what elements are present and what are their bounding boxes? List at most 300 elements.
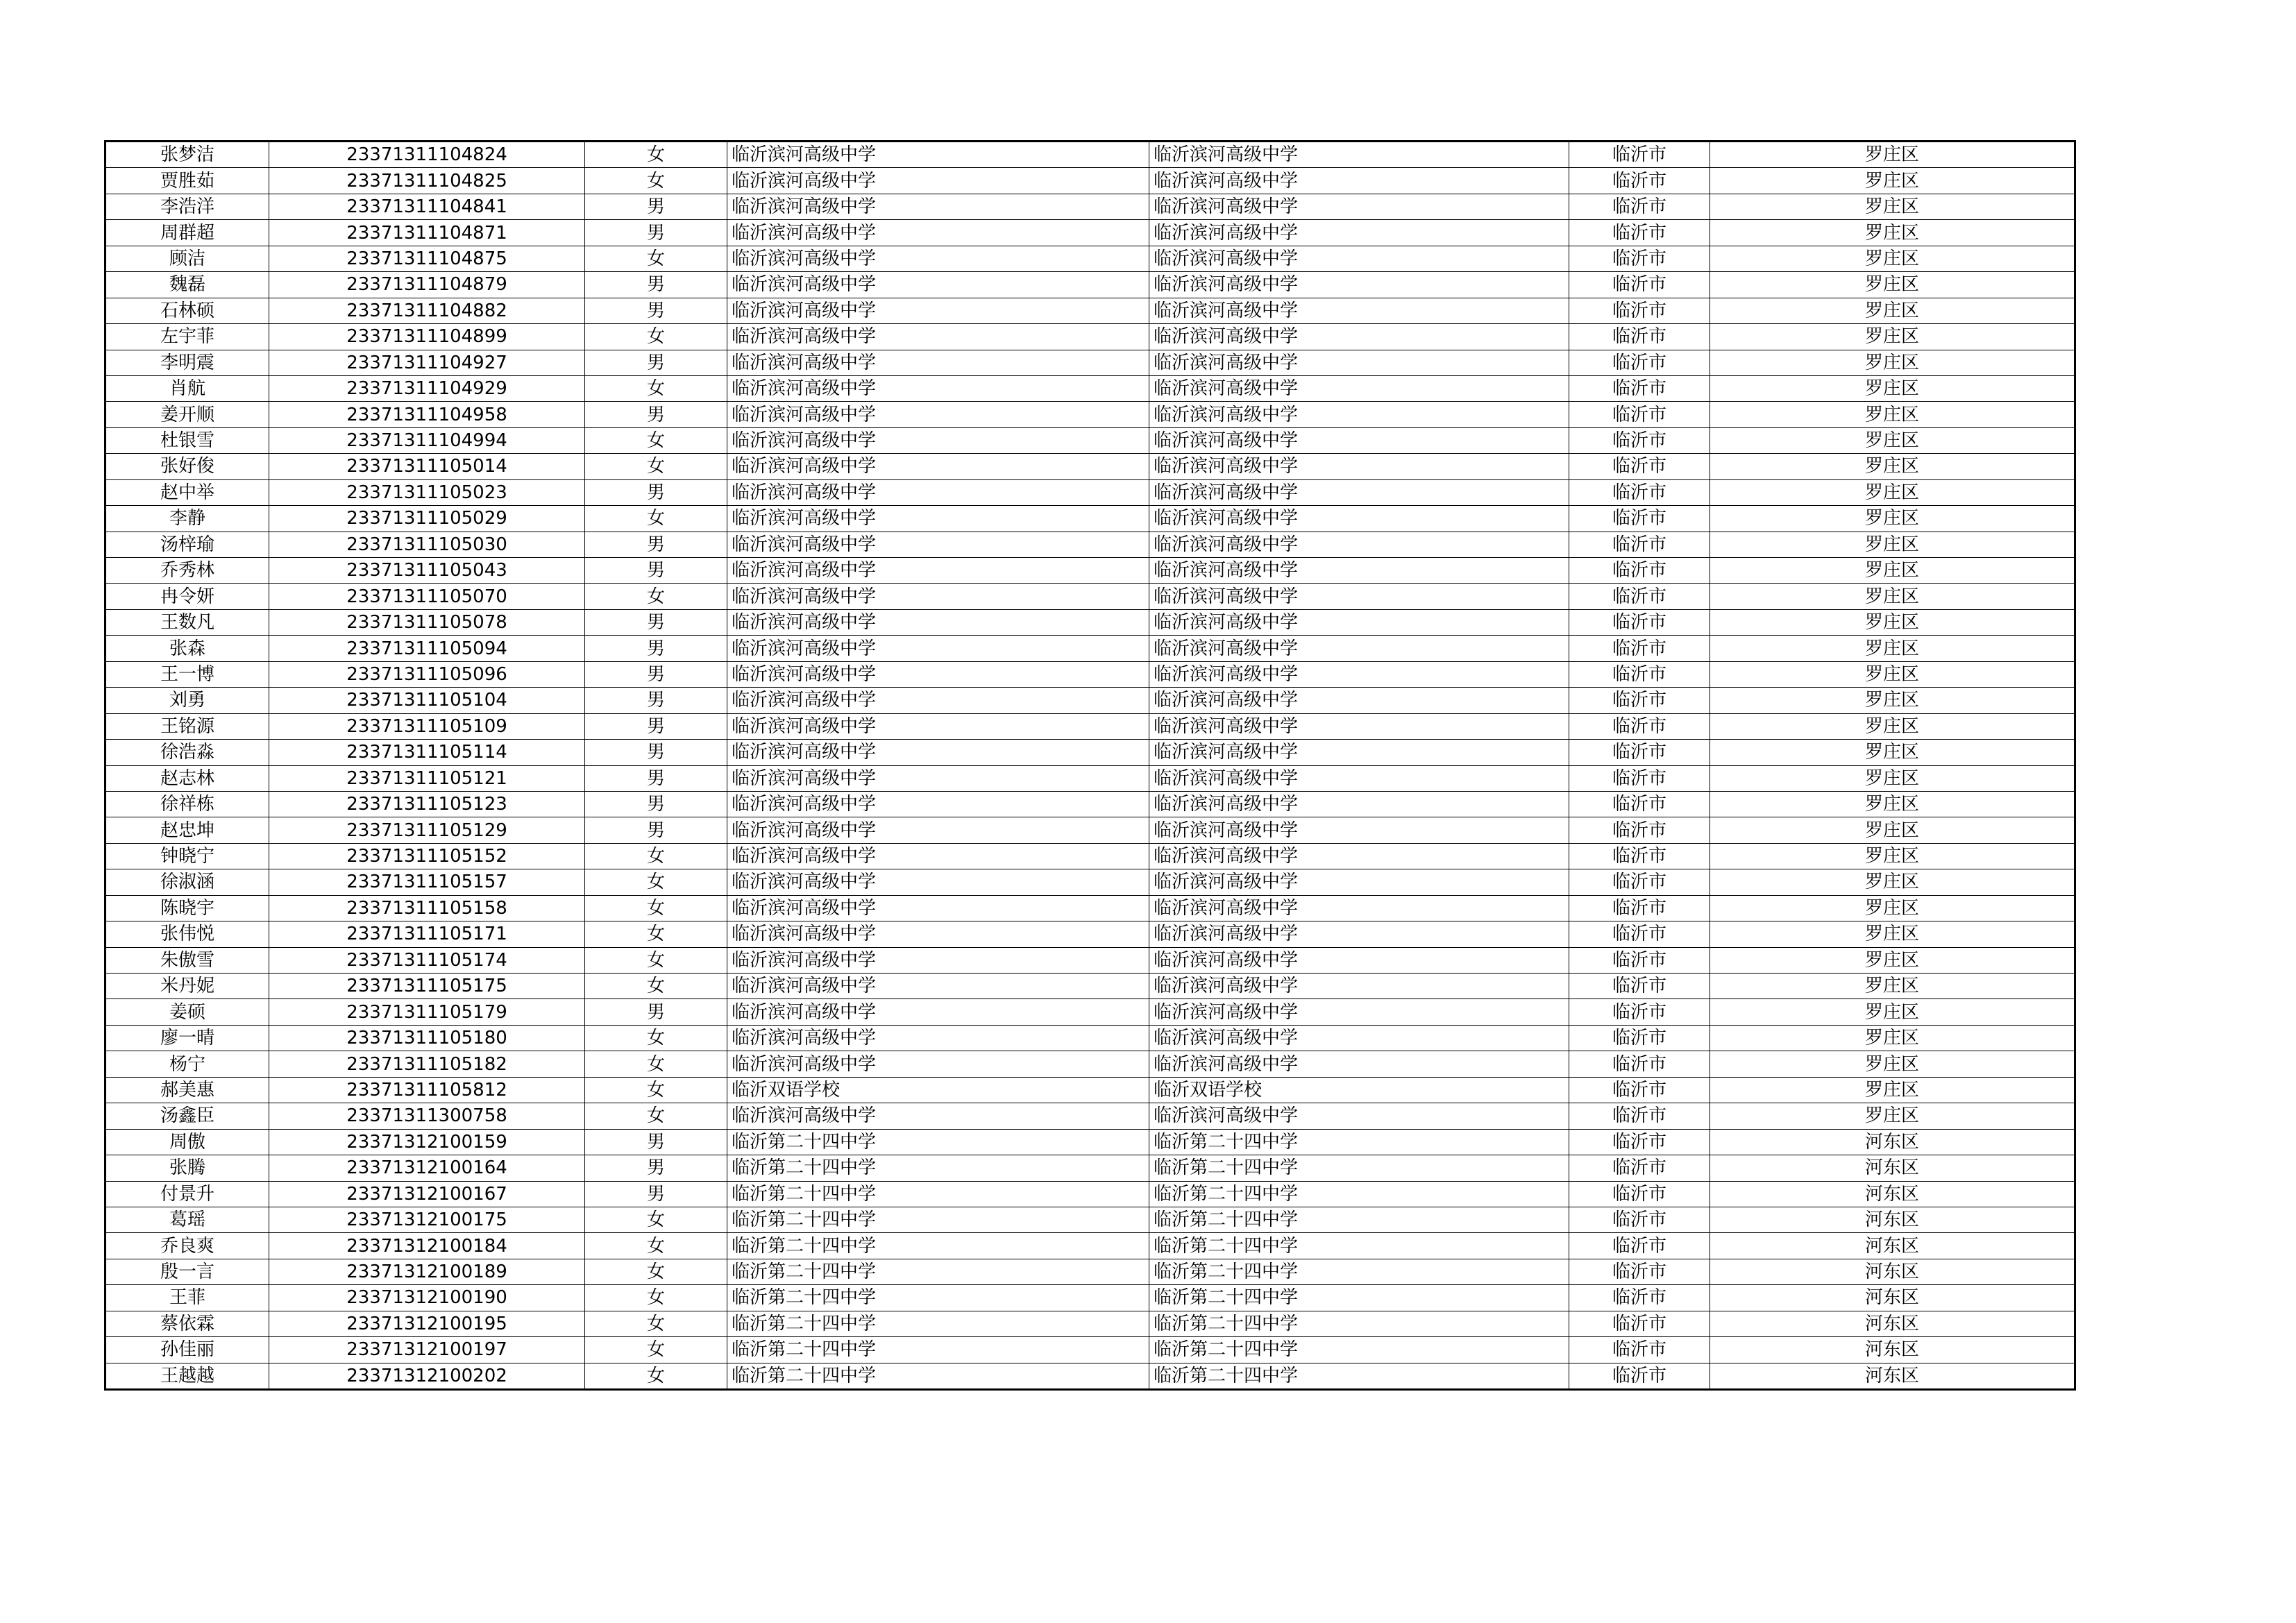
gender-cell: 男 [585,791,727,817]
district-cell: 罗庄区 [1710,479,2075,505]
district-cell: 罗庄区 [1710,1051,2075,1077]
city-cell: 临沂市 [1569,609,1710,635]
exam-id-cell: 23371311105158 [269,895,585,921]
name-cell: 葛瑶 [105,1207,269,1232]
table-row [105,895,2075,921]
district-cell: 罗庄区 [1710,661,2075,687]
school-alt-cell: 临沂滨河高级中学 [1149,479,1569,505]
district-cell: 罗庄区 [1710,194,2075,219]
district-cell: 河东区 [1710,1337,2075,1363]
exam-id-cell: 23371311105171 [269,921,585,947]
school-cell: 临沂第二十四中学 [727,1207,1149,1232]
table-row [105,1077,2075,1103]
school-cell: 临沂第二十四中学 [727,1311,1149,1336]
exam-id-cell: 23371311105104 [269,688,585,713]
school-alt-cell: 临沂滨河高级中学 [1149,168,1569,194]
school-cell: 临沂滨河高级中学 [727,661,1149,687]
school-cell: 临沂滨河高级中学 [727,869,1149,895]
exam-id-cell: 23371311104927 [269,350,585,375]
city-cell: 临沂市 [1569,817,1710,843]
school-alt-cell: 临沂滨河高级中学 [1149,688,1569,713]
city-cell: 临沂市 [1569,740,1710,765]
school-cell: 临沂滨河高级中学 [727,479,1149,505]
school-cell: 临沂滨河高级中学 [727,974,1149,999]
school-cell: 临沂滨河高级中学 [727,532,1149,557]
name-cell: 石林硕 [105,298,269,323]
city-cell: 临沂市 [1569,168,1710,194]
table-row [105,843,2075,869]
school-alt-cell: 临沂滨河高级中学 [1149,999,1569,1025]
name-cell: 汤鑫臣 [105,1103,269,1129]
exam-id-cell: 23371311105123 [269,791,585,817]
school-alt-cell: 临沂滨河高级中学 [1149,740,1569,765]
city-cell: 临沂市 [1569,558,1710,584]
exam-id-cell: 23371311105182 [269,1051,585,1077]
city-cell: 临沂市 [1569,532,1710,557]
district-cell: 罗庄区 [1710,350,2075,375]
school-alt-cell: 临沂第二十四中学 [1149,1285,1569,1311]
exam-id-cell: 23371311105030 [269,532,585,557]
school-alt-cell: 临沂滨河高级中学 [1149,324,1569,350]
district-cell: 罗庄区 [1710,740,2075,765]
gender-cell: 男 [585,765,727,791]
name-cell: 姜开顺 [105,402,269,427]
school-cell: 临沂滨河高级中学 [727,402,1149,427]
school-alt-cell: 临沂滨河高级中学 [1149,1025,1569,1051]
exam-id-cell: 23371311104879 [269,272,585,298]
name-cell: 徐淑涵 [105,869,269,895]
name-cell: 徐祥栋 [105,791,269,817]
name-cell: 付景升 [105,1181,269,1207]
table-row [105,1337,2075,1363]
school-cell: 临沂滨河高级中学 [727,350,1149,375]
school-cell: 临沂第二十四中学 [727,1233,1149,1259]
school-cell: 临沂滨河高级中学 [727,636,1149,661]
district-cell: 河东区 [1710,1259,2075,1284]
name-cell: 张伟悦 [105,921,269,947]
gender-cell: 女 [585,1103,727,1129]
school-alt-cell: 临沂滨河高级中学 [1149,921,1569,947]
city-cell: 临沂市 [1569,661,1710,687]
exam-id-cell: 23371312100184 [269,1233,585,1259]
district-cell: 罗庄区 [1710,609,2075,635]
city-cell: 临沂市 [1569,1285,1710,1311]
city-cell: 临沂市 [1569,869,1710,895]
district-cell: 罗庄区 [1710,817,2075,843]
gender-cell: 男 [585,402,727,427]
school-cell: 临沂滨河高级中学 [727,713,1149,739]
gender-cell: 男 [585,194,727,219]
city-cell: 临沂市 [1569,1259,1710,1284]
table-row [105,272,2075,298]
name-cell: 汤梓瑜 [105,532,269,557]
school-cell: 临沂滨河高级中学 [727,454,1149,479]
table-row [105,194,2075,219]
school-alt-cell: 临沂滨河高级中学 [1149,791,1569,817]
school-alt-cell: 临沂滨河高级中学 [1149,947,1569,973]
name-cell: 杜银雪 [105,427,269,453]
school-alt-cell: 临沂滨河高级中学 [1149,375,1569,401]
gender-cell: 女 [585,584,727,609]
school-alt-cell: 临沂滨河高级中学 [1149,350,1569,375]
name-cell: 乔秀林 [105,558,269,584]
district-cell: 罗庄区 [1710,142,2075,168]
name-cell: 王越越 [105,1363,269,1389]
city-cell: 临沂市 [1569,895,1710,921]
table-row [105,1155,2075,1181]
school-alt-cell: 临沂第二十四中学 [1149,1181,1569,1207]
exam-id-cell: 23371311104825 [269,168,585,194]
school-alt-cell: 临沂第二十四中学 [1149,1233,1569,1259]
name-cell: 李明震 [105,350,269,375]
school-alt-cell: 临沂滨河高级中学 [1149,142,1569,168]
gender-cell: 女 [585,1363,727,1389]
school-cell: 临沂滨河高级中学 [727,324,1149,350]
exam-id-cell: 23371311104958 [269,402,585,427]
name-cell: 王铭源 [105,713,269,739]
exam-id-cell: 23371311300758 [269,1103,585,1129]
school-cell: 临沂滨河高级中学 [727,220,1149,246]
table-row [105,974,2075,999]
exam-id-cell: 23371311105180 [269,1025,585,1051]
gender-cell: 女 [585,375,727,401]
district-cell: 河东区 [1710,1129,2075,1155]
gender-cell: 女 [585,1259,727,1284]
school-cell: 临沂第二十四中学 [727,1363,1149,1389]
school-cell: 临沂滨河高级中学 [727,740,1149,765]
exam-id-cell: 23371311105043 [269,558,585,584]
city-cell: 临沂市 [1569,246,1710,271]
table-row [105,506,2075,532]
name-cell: 张好俊 [105,454,269,479]
table-row [105,999,2075,1025]
school-cell: 临沂滨河高级中学 [727,375,1149,401]
gender-cell: 男 [585,817,727,843]
table-row [105,688,2075,713]
school-cell: 临沂第二十四中学 [727,1285,1149,1311]
gender-cell: 男 [585,999,727,1025]
school-alt-cell: 临沂第二十四中学 [1149,1363,1569,1389]
table-row [105,584,2075,609]
student-list-table [104,140,2076,1391]
district-cell: 罗庄区 [1710,298,2075,323]
school-alt-cell: 临沂第二十四中学 [1149,1337,1569,1363]
city-cell: 临沂市 [1569,506,1710,532]
name-cell: 赵志林 [105,765,269,791]
exam-id-cell: 23371311105175 [269,974,585,999]
exam-id-cell: 23371311105094 [269,636,585,661]
gender-cell: 女 [585,843,727,869]
table-row [105,661,2075,687]
school-cell: 临沂第二十四中学 [727,1181,1149,1207]
school-alt-cell: 临沂滨河高级中学 [1149,661,1569,687]
school-cell: 临沂滨河高级中学 [727,142,1149,168]
school-alt-cell: 临沂滨河高级中学 [1149,402,1569,427]
gender-cell: 男 [585,609,727,635]
district-cell: 罗庄区 [1710,688,2075,713]
city-cell: 临沂市 [1569,1103,1710,1129]
gender-cell: 女 [585,427,727,453]
gender-cell: 男 [585,636,727,661]
table-row [105,921,2075,947]
name-cell: 朱傲雪 [105,947,269,973]
city-cell: 临沂市 [1569,713,1710,739]
school-cell: 临沂滨河高级中学 [727,506,1149,532]
gender-cell: 男 [585,661,727,687]
city-cell: 临沂市 [1569,194,1710,219]
school-cell: 临沂滨河高级中学 [727,1051,1149,1077]
name-cell: 刘勇 [105,688,269,713]
gender-cell: 女 [585,246,727,271]
exam-id-cell: 23371311105070 [269,584,585,609]
school-alt-cell: 临沂滨河高级中学 [1149,609,1569,635]
district-cell: 罗庄区 [1710,843,2075,869]
table-row [105,1363,2075,1389]
district-cell: 罗庄区 [1710,454,2075,479]
gender-cell: 男 [585,298,727,323]
name-cell: 蔡依霖 [105,1311,269,1336]
exam-id-cell: 23371311104929 [269,375,585,401]
school-alt-cell: 临沂滨河高级中学 [1149,558,1569,584]
school-alt-cell: 临沂滨河高级中学 [1149,220,1569,246]
table-row [105,479,2075,505]
exam-id-cell: 23371311105152 [269,843,585,869]
district-cell: 河东区 [1710,1363,2075,1389]
name-cell: 姜硕 [105,999,269,1025]
city-cell: 临沂市 [1569,1207,1710,1232]
city-cell: 临沂市 [1569,584,1710,609]
name-cell: 王数凡 [105,609,269,635]
exam-id-cell: 23371311104994 [269,427,585,453]
gender-cell: 女 [585,1337,727,1363]
name-cell: 杨宁 [105,1051,269,1077]
district-cell: 罗庄区 [1710,402,2075,427]
gender-cell: 女 [585,454,727,479]
school-alt-cell: 临沂滨河高级中学 [1149,869,1569,895]
name-cell: 周群超 [105,220,269,246]
gender-cell: 男 [585,479,727,505]
school-alt-cell: 临沂第二十四中学 [1149,1311,1569,1336]
school-alt-cell: 临沂滨河高级中学 [1149,713,1569,739]
name-cell: 肖航 [105,375,269,401]
district-cell: 罗庄区 [1710,765,2075,791]
school-cell: 临沂第二十四中学 [727,1155,1149,1181]
gender-cell: 女 [585,1051,727,1077]
city-cell: 临沂市 [1569,324,1710,350]
table-row [105,713,2075,739]
school-cell: 临沂滨河高级中学 [727,246,1149,271]
city-cell: 临沂市 [1569,402,1710,427]
school-alt-cell: 临沂滨河高级中学 [1149,532,1569,557]
city-cell: 临沂市 [1569,974,1710,999]
district-cell: 河东区 [1710,1181,2075,1207]
city-cell: 临沂市 [1569,454,1710,479]
city-cell: 临沂市 [1569,375,1710,401]
name-cell: 王菲 [105,1285,269,1311]
district-cell: 罗庄区 [1710,427,2075,453]
city-cell: 临沂市 [1569,1155,1710,1181]
table-row [105,740,2075,765]
school-cell: 临沂滨河高级中学 [727,999,1149,1025]
district-cell: 河东区 [1710,1233,2075,1259]
gender-cell: 男 [585,350,727,375]
district-cell: 罗庄区 [1710,168,2075,194]
school-cell: 临沂滨河高级中学 [727,791,1149,817]
table-row [105,454,2075,479]
city-cell: 临沂市 [1569,843,1710,869]
district-cell: 罗庄区 [1710,506,2075,532]
table-row [105,1233,2075,1259]
gender-cell: 男 [585,1129,727,1155]
district-cell: 罗庄区 [1710,1103,2075,1129]
table-row [105,869,2075,895]
gender-cell: 女 [585,1077,727,1103]
gender-cell: 男 [585,220,727,246]
school-alt-cell: 临沂滨河高级中学 [1149,636,1569,661]
exam-id-cell: 23371311105114 [269,740,585,765]
table-row [105,350,2075,375]
table-row [105,1025,2075,1051]
school-cell: 临沂滨河高级中学 [727,1103,1149,1129]
exam-id-cell: 23371311105812 [269,1077,585,1103]
school-alt-cell: 临沂滨河高级中学 [1149,246,1569,271]
school-alt-cell: 临沂第二十四中学 [1149,1207,1569,1232]
school-cell: 临沂滨河高级中学 [727,272,1149,298]
gender-cell: 女 [585,1311,727,1336]
school-cell: 临沂滨河高级中学 [727,843,1149,869]
gender-cell: 女 [585,895,727,921]
name-cell: 李浩洋 [105,194,269,219]
exam-id-cell: 23371311105109 [269,713,585,739]
district-cell: 罗庄区 [1710,895,2075,921]
exam-id-cell: 23371311104871 [269,220,585,246]
school-alt-cell: 临沂滨河高级中学 [1149,506,1569,532]
city-cell: 临沂市 [1569,688,1710,713]
name-cell: 贾胜茹 [105,168,269,194]
district-cell: 罗庄区 [1710,947,2075,973]
gender-cell: 女 [585,142,727,168]
school-cell: 临沂滨河高级中学 [727,1025,1149,1051]
school-cell: 临沂滨河高级中学 [727,688,1149,713]
name-cell: 徐浩淼 [105,740,269,765]
table-row [105,558,2075,584]
school-cell: 临沂滨河高级中学 [727,298,1149,323]
table-row [105,765,2075,791]
table-row [105,609,2075,635]
exam-id-cell: 23371311105014 [269,454,585,479]
district-cell: 河东区 [1710,1311,2075,1336]
school-alt-cell: 临沂滨河高级中学 [1149,817,1569,843]
school-alt-cell: 临沂滨河高级中学 [1149,194,1569,219]
school-cell: 临沂滨河高级中学 [727,817,1149,843]
district-cell: 罗庄区 [1710,532,2075,557]
district-cell: 罗庄区 [1710,1077,2075,1103]
school-cell: 临沂滨河高级中学 [727,921,1149,947]
district-cell: 河东区 [1710,1285,2075,1311]
district-cell: 罗庄区 [1710,220,2075,246]
district-cell: 罗庄区 [1710,999,2075,1025]
exam-id-cell: 23371311105023 [269,479,585,505]
gender-cell: 男 [585,1155,727,1181]
city-cell: 临沂市 [1569,765,1710,791]
name-cell: 殷一言 [105,1259,269,1284]
school-cell: 临沂滨河高级中学 [727,584,1149,609]
district-cell: 罗庄区 [1710,246,2075,271]
school-alt-cell: 临沂滨河高级中学 [1149,272,1569,298]
gender-cell: 女 [585,921,727,947]
district-cell: 罗庄区 [1710,375,2075,401]
exam-id-cell: 23371312100195 [269,1311,585,1336]
table-row [105,298,2075,323]
name-cell: 钟晓宁 [105,843,269,869]
table-row [105,1181,2075,1207]
table-row [105,142,2075,168]
gender-cell: 女 [585,1285,727,1311]
gender-cell: 女 [585,324,727,350]
school-cell: 临沂第二十四中学 [727,1259,1149,1284]
exam-id-cell: 23371311105129 [269,817,585,843]
name-cell: 李静 [105,506,269,532]
table-row [105,246,2075,271]
city-cell: 临沂市 [1569,921,1710,947]
gender-cell: 女 [585,1207,727,1232]
table-row [105,1285,2075,1311]
gender-cell: 男 [585,713,727,739]
table-row [105,1129,2075,1155]
school-cell: 临沂第二十四中学 [727,1129,1149,1155]
city-cell: 临沂市 [1569,298,1710,323]
name-cell: 陈晓宇 [105,895,269,921]
school-cell: 临沂滨河高级中学 [727,194,1149,219]
school-cell: 临沂滨河高级中学 [727,168,1149,194]
school-alt-cell: 临沂滨河高级中学 [1149,427,1569,453]
name-cell: 顾洁 [105,246,269,271]
school-alt-cell: 临沂第二十四中学 [1149,1155,1569,1181]
table-row [105,1051,2075,1077]
table-row [105,427,2075,453]
table-row [105,1207,2075,1232]
table-row [105,375,2075,401]
city-cell: 临沂市 [1569,636,1710,661]
name-cell: 乔良爽 [105,1233,269,1259]
table-row [105,791,2075,817]
district-cell: 罗庄区 [1710,1025,2075,1051]
table-row [105,402,2075,427]
school-alt-cell: 临沂滨河高级中学 [1149,843,1569,869]
gender-cell: 女 [585,869,727,895]
gender-cell: 女 [585,1233,727,1259]
city-cell: 临沂市 [1569,1077,1710,1103]
name-cell: 左宇菲 [105,324,269,350]
school-cell: 临沂双语学校 [727,1077,1149,1103]
school-alt-cell: 临沂第二十四中学 [1149,1259,1569,1284]
district-cell: 罗庄区 [1710,974,2075,999]
table-row [105,817,2075,843]
table-row [105,1103,2075,1129]
city-cell: 临沂市 [1569,1311,1710,1336]
city-cell: 临沂市 [1569,1181,1710,1207]
gender-cell: 男 [585,558,727,584]
name-cell: 赵中举 [105,479,269,505]
district-cell: 罗庄区 [1710,921,2075,947]
district-cell: 罗庄区 [1710,713,2075,739]
gender-cell: 女 [585,168,727,194]
district-cell: 罗庄区 [1710,869,2075,895]
district-cell: 罗庄区 [1710,636,2075,661]
city-cell: 临沂市 [1569,1051,1710,1077]
table-row [105,636,2075,661]
exam-id-cell: 23371311104875 [269,246,585,271]
